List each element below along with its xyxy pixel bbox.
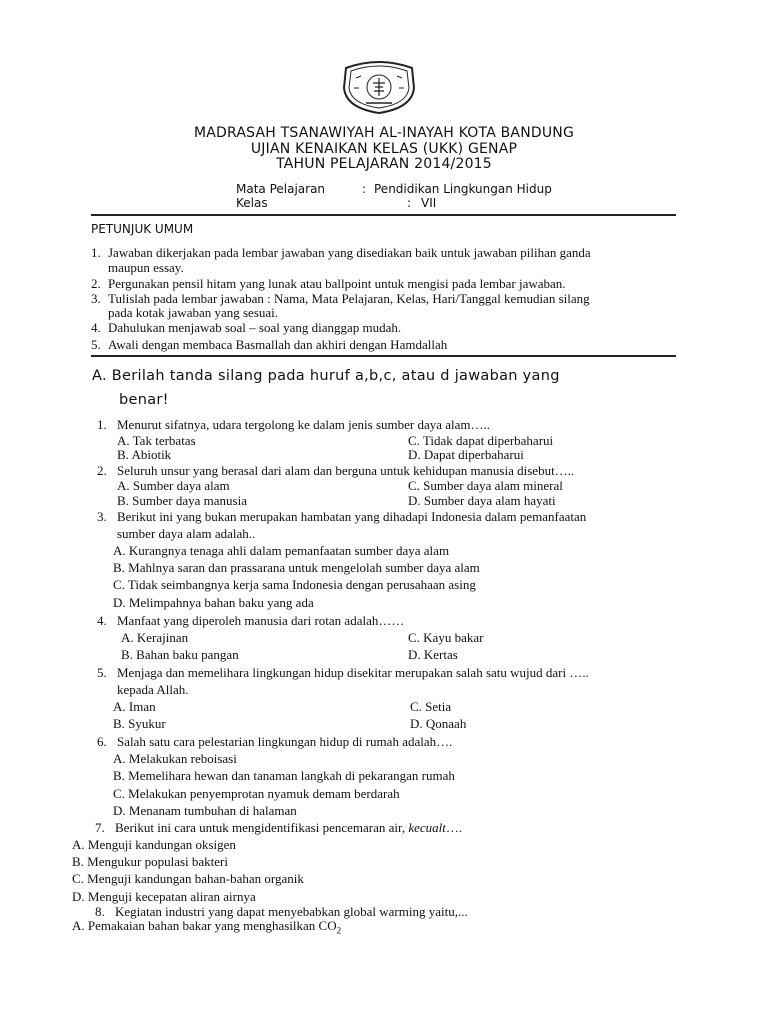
instruction-num: 1.: [91, 245, 101, 260]
option-a: A. Sumber daya alam: [117, 478, 230, 493]
school-name: MADRASAH TSANAWIYAH AL-INAYAH KOTA BANDUNG: [193, 125, 575, 141]
instruction-num: 5.: [91, 337, 101, 352]
option-a: A. Melakukan reboisasi: [113, 751, 237, 766]
option-c: C. Menguji kandungan bahan-bahan organik: [72, 871, 304, 886]
option-c: C. Kayu bakar: [408, 630, 484, 645]
exam-name: UJIAN KENAIKAN KELAS (UKK) GENAP: [250, 141, 518, 157]
instruction-num: 2.: [91, 276, 101, 291]
option-d: D. Menguji kecepatan aliran airnya: [72, 889, 256, 904]
question-text-cont: kepada Allah.: [117, 682, 189, 697]
option-d: D. Qonaah: [410, 716, 467, 731]
instruction-text: pada kotak jawaban yang sesuai.: [108, 305, 279, 320]
option-c: C. Tidak seimbangnya kerja sama Indonesia dengan perusahaan asing: [113, 577, 476, 592]
option-a: A. Kurangnya tenaga ahli dalam pemanfaatan sumber daya alam: [113, 543, 450, 558]
instruction-text: Tulislah pada lembar jawaban : Nama, Mata Pelajaran, Kelas, Hari/Tanggal kemudian silang: [108, 291, 590, 306]
option-b: B. Mengukur populasi bakteri: [72, 854, 228, 869]
question-text-italic: kecualt: [408, 820, 446, 835]
option-b: B. Syukur: [113, 716, 166, 731]
option-d: D. Kertas: [408, 647, 458, 662]
option-d: D. Menanam tumbuhan di halaman: [113, 803, 297, 818]
option-a-subscript: 2: [336, 925, 342, 936]
option-c: C. Sumber daya alam mineral: [408, 478, 563, 493]
option-b: B. Mahlnya saran dan prassarana untuk mengelolah sumber daya alam: [113, 560, 480, 575]
option-b: B. Bahan baku pangan: [121, 647, 239, 662]
question-text-end: ….: [445, 820, 463, 835]
class-sep: :: [407, 196, 412, 210]
option-a: A. Iman: [113, 699, 156, 714]
instruction-num: 4.: [91, 320, 101, 335]
question-text: Salah satu cara pelestarian lingkungan hidup di rumah adalah….: [117, 734, 453, 749]
option-d: D. Dapat diperbaharui: [408, 447, 524, 462]
option-a: [72, 918, 341, 936]
divider-bottom: [91, 355, 676, 357]
question-number: 6.: [97, 734, 107, 749]
question-text: Kegiatan industri yang dapat menyebabkan global warming yaitu,...: [115, 904, 468, 919]
instruction-text: Dahulukan menjawab soal – soal yang dianggap mudah.: [108, 320, 402, 335]
option-c: C. Setia: [410, 699, 452, 714]
option-a: A. Menguji kandungan oksigen: [72, 837, 236, 852]
instruction-text: maupun essay.: [108, 260, 184, 275]
option-a: A. Kerajinan: [121, 630, 189, 645]
option-d: D. Melimpahnya bahan baku yang ada: [113, 595, 314, 610]
option-a-text: A. Pemakaian bahan bakar yang menghasilkan CO: [72, 918, 337, 933]
question-number: 1.: [97, 417, 107, 432]
question-text: Menurut sifatnya, udara tergolong ke dalam jenis sumber daya alam…..: [117, 417, 491, 432]
question-text-cont: sumber daya alam adalah..: [117, 526, 256, 541]
subject-value: Pendidikan Lingkungan Hidup: [374, 182, 552, 196]
school-seal-icon: [340, 58, 418, 114]
subject-label: Mata Pelajaran: [236, 182, 326, 196]
question-text: Seluruh unsur yang berasal dari alam dan berguna untuk kehidupan manusia disebut…..: [117, 463, 575, 478]
instruction-num: 3.: [91, 291, 101, 306]
option-a: A. Tak terbatas: [117, 433, 196, 448]
instruction-text: Jawaban dikerjakan pada lembar jawaban yang disediakan baik untuk jawaban pilihan ganda: [108, 245, 591, 260]
question-number: 7.: [95, 820, 105, 835]
instruction-text: Pergunakan pensil hitam yang lunak atau ballpoint untuk mengisi pada lembar jawaban.: [108, 276, 566, 291]
question-number: 4.: [97, 613, 107, 628]
option-c: C. Tidak dapat diperbaharui: [408, 433, 554, 448]
question-text-main: Berikut ini cara untuk mengidentifikasi pencemaran air,: [115, 820, 406, 835]
question-text: Manfaat yang diperoleh manusia dari rotan adalah……: [117, 613, 405, 628]
option-b: B. Sumber daya manusia: [117, 493, 247, 508]
option-b: B. Abiotik: [117, 447, 172, 462]
subject-sep: :: [362, 182, 367, 196]
section-heading-cont: benar!: [119, 392, 169, 408]
class-value: VII: [421, 196, 437, 210]
instructions-title: PETUNJUK UMUM: [91, 222, 194, 236]
class-label: Kelas: [236, 196, 268, 210]
question-text: [115, 820, 462, 836]
section-heading: A. Berilah tanda silang pada huruf a,b,c, atau d jawaban yang: [92, 368, 560, 384]
question-number: 8.: [95, 904, 105, 919]
question-number: 2.: [97, 463, 107, 478]
question-text: Berikut ini yang bukan merupakan hambatan yang dihadapi Indonesia dalam pemanfaatan: [117, 509, 587, 524]
question-number: 5.: [97, 665, 107, 680]
instruction-text: Awali dengan membaca Basmallah dan akhiri dengan Hamdallah: [108, 337, 448, 352]
option-d: D. Sumber daya alam hayati: [408, 493, 556, 508]
option-b: B. Memelihara hewan dan tanaman langkah di pekarangan rumah: [113, 768, 455, 783]
question-text: Menjaga dan memelihara lingkungan hidup disekitar merupakan salah satu wujud dari …..: [117, 665, 589, 680]
option-c: C. Melakukan penyemprotan nyamuk demam berdarah: [113, 786, 400, 801]
question-number: 3.: [97, 509, 107, 524]
divider-top: [91, 214, 676, 216]
academic-year: TAHUN PELAJARAN 2014/2015: [276, 156, 492, 172]
